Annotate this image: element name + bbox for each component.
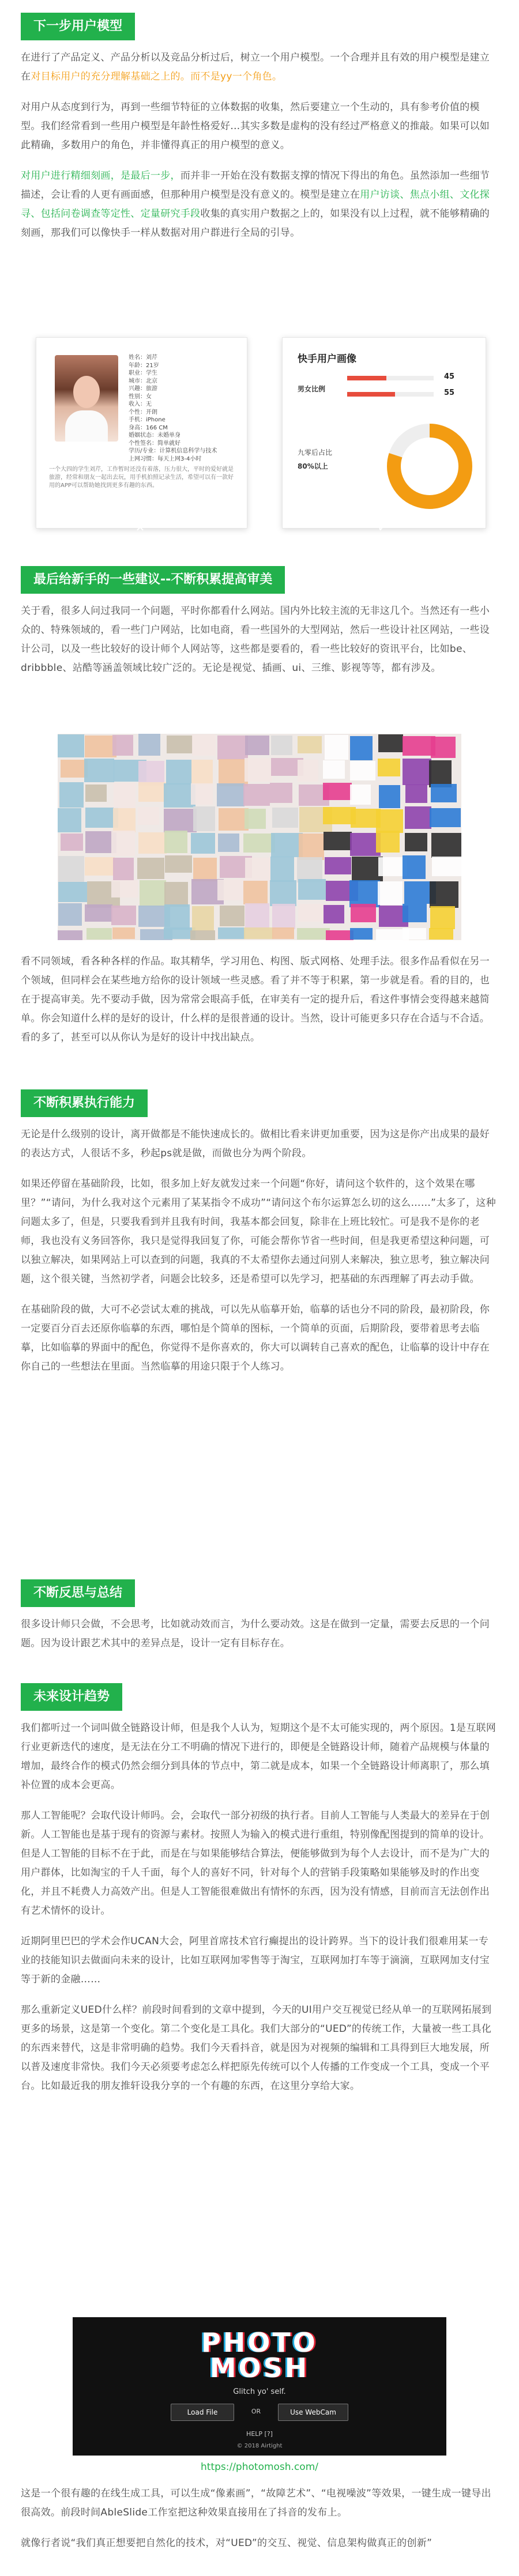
collage-tile (164, 882, 188, 907)
collage-tile (111, 906, 136, 925)
collage-tile (112, 927, 135, 939)
section-reflection (21, 1579, 498, 1653)
persona-attribute-row: 收入：无 (129, 401, 152, 408)
collage-tile (272, 927, 294, 939)
persona-card (36, 337, 247, 529)
collage-tile (218, 927, 245, 939)
collage-tile (298, 879, 326, 900)
persona-attribute-row: 婚姻状态：未婚单身 (129, 432, 180, 439)
section-heading: 下一步用户模型 (21, 13, 135, 40)
collage-tile (403, 904, 427, 922)
photomosh-tagline: Glitch yo' self. (233, 2388, 286, 2396)
persona-attribute-row: 职业：学生 (129, 370, 157, 376)
persona-comparison-figure (32, 337, 488, 545)
collage-tile (138, 734, 160, 756)
collage-tile (298, 904, 324, 922)
collage-tile (244, 927, 273, 939)
collage-tile (403, 928, 426, 940)
collage-tile (58, 930, 82, 940)
age-label: 九零后占比 (298, 448, 333, 457)
collage-tile (61, 760, 88, 778)
persona-story: 一个大四的学生刘芹，工作暂时还没有着落，压力很大，平时的爱好就是旅游，经常和朋友一起出去玩，用手机拍照记录生活，希望可以有一款好用的APP可以帮助她找到更多有趣的东西。 (49, 466, 234, 489)
highlight-text: 对目标用户的充分理解基础之上的。而不是yy一个角色。 (31, 71, 283, 82)
collage-tile (298, 760, 318, 782)
collage-tile (350, 761, 375, 780)
section-practice (21, 1089, 498, 1376)
design-works-collage (58, 734, 461, 940)
age-value: 80%以上 (298, 462, 328, 470)
paragraph: 近期阿里巴巴的学术会作UCAN大会，阿里首席技术官行癫提出的设计跨界。当下的设计我们很难用某一专业的技能知识去做面向未来的设计，比如互联网加零售等于淘宝，互联网加打车等于滴滴，互联网加支付宝等于新的金融…… (21, 1936, 490, 1985)
collage-tile (324, 832, 352, 850)
collage-tile (351, 904, 376, 922)
collage-tile (376, 809, 403, 833)
collage-tile (243, 833, 275, 853)
section-heading: 不断积累执行能力 (21, 1089, 148, 1117)
collage-tile (271, 736, 292, 755)
collage-tile (245, 758, 272, 782)
collage-tile (272, 808, 298, 828)
collage-tile (243, 784, 270, 806)
use-webcam-button[interactable]: Use WebCam (278, 2404, 348, 2421)
collage-tile (193, 858, 217, 881)
collage-tile (350, 785, 371, 805)
section-trends (21, 1683, 498, 2096)
collage-tile (431, 833, 461, 858)
collage-tile (190, 930, 215, 940)
female-value: 55 (444, 389, 455, 397)
collage-tile (58, 882, 87, 902)
collage-tile (192, 906, 214, 931)
paragraph: 在基础阶段的做，大可不必尝试太难的挑战，可以先从临摹开始，临摹的话也分不同的阶段，最初阶段，你一定要百分百去还原你临摹的东西，哪怕是个简单的图标，一个简单的页面，后期阶段，要带着思考去临摹，比如临摹的界面中的配色，你觉得不是你喜欢的，你大可以调转自己喜欢的配色，让临摹的设计中存在你自己的一些想法在里面。当然临摹的用途只限于个人练习。 (21, 1304, 490, 1372)
section-heading: 未来设计趋势 (21, 1683, 122, 1711)
age-donut-chart (381, 417, 479, 515)
persona-photo (55, 355, 118, 442)
paragraph: 那人工智能呢？会取代设计师吗。会，会取代一部分初级的执行者。目前人工智能与人类最大的差异在于创新。人工智能也是基于现有的资源与素材。按照人为输入的模式进行重组，特别像配图提到的简单的设计。但是人工智能的目标不在于此，而是在与如果能够结合算法，便能够做到为每个人去设计，而不是为广大的用户群体，比如淘宝的千人千面，每个人的喜好不同，针对每个人的营销手段策略如果能够及时的作出变化，并且不耗费人力高效产出。但是人工智能很难做出有情怀的东西，因为没有情感，目前而言无法创作出有艺术情怀的设计。 (21, 1810, 490, 1917)
or-label: OR (251, 2408, 261, 2415)
collage-tile (114, 783, 136, 808)
persona-attribute-row: 性别：女 (129, 393, 152, 400)
collage-tile (113, 858, 134, 880)
collage-tile (85, 857, 115, 876)
collage-tile (193, 806, 215, 831)
persona-attribute-row: 手机：iPhone (129, 417, 166, 423)
collage-tile (217, 736, 248, 760)
section-heading: 不断反思与总结 (21, 1579, 135, 1607)
collage-tile (350, 736, 373, 760)
collage-tile (85, 904, 112, 922)
paragraph: 对用户从态度到行为，再到一些细节特征的立体数据的收集，然后要建立一个生动的，具有参考价值的模型。我们经常看到一些用户模型是年龄性格爱好…其实多数是虚构的没有经过严格意义的推敲。如果可以如此精确，多数用户的角色，并非懂得真正的用户模型的意义。 (21, 101, 490, 151)
collage-tile (61, 833, 83, 851)
paragraph: 看不同领域，看各种各样的作品。取其精华，学习用色、构图、版式网格、处理手法。很多作品看似在另一个领域，但同样会在某些地方给你的设计领域一些灵感。看了并不等于积累，第一步就是看。看的目的，也在于提高审美。先不要动手做，因为常常会眼高手低，在审美有一定的提升后，看这件事情会变得越来越简单。你会知道什么样的是好的设计，什么样的是很普通的设计。当然，设计可能更多只存在合适与不合适。看的多了，甚至可以从你认为是好的设计中找出缺点。 (21, 956, 490, 1043)
collage-tile (403, 855, 426, 879)
collage-tile (58, 903, 82, 926)
collage-tile (58, 856, 84, 883)
card-title: 快手用户画像 (298, 353, 356, 365)
collage-tile (113, 808, 136, 832)
persona-attribute-row: 兴趣：旅游 (129, 386, 157, 392)
collage-tile (85, 736, 116, 757)
section-user-model (21, 13, 498, 243)
paragraph: 关于看，很多人问过我同一个问题，平时你都看什么网站。国内外比较主流的无非这几个。当然还有一些小众的、特殊领域的，看一些门户网站，比如电商，看一些国外的大型网站，然后一些设计社区网站，一些设计公司，以及一些比较好的设计师个人网站等，这些都是要看的，看一些比较好的资讯平台，比如be、dribbble、站酷等涵盖领域比较广泛的。无论是视觉、插画、ui、三维、影视等等，都有涉及。 (21, 605, 490, 674)
gender-label: 男女比例 (298, 385, 326, 393)
paragraph: 这是一个很有趣的在线生成工具，可以生成“像素画”，“故障艺术”、“电视噪波”等效果，一键生成一键导出很高效。前段时间AbleSlide工作室把这种效果直接用在了抖音的发布上。 (21, 2488, 491, 2518)
collage-tile (137, 858, 164, 879)
male-value: 45 (444, 372, 455, 381)
collage-tile (164, 904, 190, 930)
collage-tile (271, 833, 303, 857)
persona-attribute-row: 学历/专业：计算机信息科学与技术 (129, 448, 217, 454)
collage-tile (297, 928, 330, 940)
collage-tile (270, 857, 294, 882)
paragraph: 在进行了产品定义、产品分析以及竞品分析过后，树立一个用户模型。一个合理并且有效的用户模型是建立在对目标用户的充分理解基础之上的。而不是yy一个角色。 (21, 52, 490, 82)
collage-tile (323, 760, 345, 779)
persona-attribute-row: 年龄：21岁 (129, 362, 159, 369)
paragraph: 我们都听过一个词叫做全链路设计师，但是我个人认为，短期这个是不太可能实现的，两个原因。1是互联网行业更新迭代的速度，是无法在分工不明确的情况下进行的，即便是全链路设计师，随着产品规模与体量的增加，最终合作的模式仍然会细分到具体的节点中，第二就是成本，如果一个全链路设计师离职了，那么填补位置的成本会更高。 (21, 1722, 497, 1791)
correct-icon: ✓ (377, 521, 388, 534)
collage-tile (326, 930, 353, 940)
collage-tile (376, 831, 400, 853)
collage-tile (430, 906, 455, 929)
persona-attribute-row: 上网习惯：每天上网3-4小时 (129, 455, 202, 462)
help-link[interactable]: HELP [?] (246, 2430, 273, 2438)
collage-tile (405, 785, 427, 803)
collage-tile (138, 832, 167, 854)
collage-tile (85, 785, 107, 802)
collage-tile (58, 734, 84, 757)
collage-tile (138, 782, 167, 802)
collage-tile (220, 906, 245, 926)
collage-tile (192, 734, 216, 756)
collage-tile (429, 928, 453, 940)
collage-tile (350, 928, 373, 940)
collage-tile (379, 785, 400, 808)
collage-tile (111, 831, 135, 856)
collage-tile (325, 735, 348, 760)
paragraph: 很多设计师只会做，不会思考，比如就动效而言，为什么要动效。这是在做到一定量，需要去反思的一个问题。因为设计跟艺术其中的差异点是，设计一定有目标存在。 (21, 1619, 490, 1649)
collage-tile (58, 808, 81, 832)
copyright: © 2018 Airtight (236, 2443, 283, 2449)
highlight-text: 用户访谈、焦点小组、文化探寻、包括问卷调查等定性、定量研究手段 (21, 189, 490, 220)
collage-tile (325, 857, 351, 874)
collage-tile (218, 833, 239, 852)
collage-tile (378, 881, 403, 905)
collage-tile (243, 881, 268, 904)
collage-tile (245, 736, 269, 755)
paragraph: 无论是什么级别的设计，离开做都是不能快速成长的。做相比看来讲更加重要，因为这是你产出成果的最好的表达方式，人很话不多，秒起ps就是做，而做也分为两个阶段。 (21, 1129, 490, 1159)
collage-tile (405, 806, 431, 829)
collage-tile (140, 880, 166, 907)
collage-tile (403, 759, 431, 785)
paragraph: 如果还停留在基础阶段，比如，很多加上好友就发过来一个问题“你好，请问这个软件的，这个效果在哪里？”“请问，为什么我对这个元素用了某某指令不成功”“请问这个布尔运算怎么切的这么……”太多了，这种问题太多了，但是，只要我看到并且我有时间，我基本都会回复，除非在上班比较忙。可是我不是你的老师，我也没有义务回答你，我只是觉得我回复了你，可能会帮你节省一些时间，但是我更希望这种问题，可以独立解决，如果网站上可以查到的问题，我真的不太希望你去通过问别人来解决，独立思考，独立解决问题，这个很关键，当然初学者，问题会比较多，还是希望可以先学习，把基础的东西理解了再去动手做。 (21, 1178, 497, 1285)
highlight-text: 对用户进行精细刻画，是最后一步， (21, 170, 180, 182)
male-bar (347, 376, 386, 380)
collage-tile (299, 833, 324, 860)
collage-tile (349, 880, 380, 907)
persona-attribute-row: 个性：开朗 (129, 409, 157, 416)
kuaishou-persona-card (282, 337, 486, 529)
photomosh-screenshot (73, 2317, 446, 2456)
collage-tile (431, 784, 457, 802)
collage-tile (219, 759, 248, 786)
collage-tile (245, 809, 266, 829)
section-aesthetics (21, 566, 498, 678)
persona-attribute-row: 个性签名：简单就好 (129, 440, 180, 447)
collage-tile (430, 881, 458, 908)
persona-attribute-row: 城市：北京 (129, 378, 157, 384)
collage-tile (167, 736, 193, 753)
male-bar-track (347, 376, 434, 380)
persona-attributes (129, 354, 238, 463)
collage-tile (59, 782, 84, 808)
section-aesthetics-cont (21, 952, 498, 1047)
collage-tile (165, 855, 192, 873)
collage-tile (431, 737, 456, 758)
collage-tile (378, 759, 400, 776)
female-bar (347, 392, 395, 397)
collage-tile (245, 903, 269, 930)
paragraph: 就像行者说“我们真正想要把自然化的技术，对“UED”的交互、视觉、信息架构做真正的创新” (21, 2537, 432, 2549)
section-heading: 最后给新手的一些建议--不断积累提高审美 (21, 566, 285, 594)
collage-tile (270, 880, 296, 906)
paragraph: 对用户进行精细刻画，是最后一步，而并非一开始在没有数据支撑的情况下得出的角色。虽然添加一些细节描述，会让看的人更有画面感，但那种用户模型是没有意义的。模型是建立在用户访谈、焦点小组、文化探寻、包括问卷调查等定性、定量研究手段收集的真实用户数据之上的，如果没有以上过程，就不能够精确的刻画，那我们可以像快手一样从数据对用户群进行全局的引导。 (21, 170, 490, 239)
collage-tile (378, 734, 403, 752)
wrong-icon: ✕ (135, 521, 145, 534)
collage-tile (323, 783, 352, 800)
collage-tile (432, 857, 461, 876)
collage-tile (138, 807, 159, 825)
collage-tile (86, 928, 112, 940)
photomosh-url[interactable]: https://photomosh.com/ (201, 2461, 318, 2473)
female-bar-track (347, 392, 434, 397)
collage-tile (405, 833, 427, 851)
collage-tile (166, 760, 191, 785)
collage-tile (84, 759, 114, 782)
collage-tile (164, 809, 197, 832)
collage-tile (272, 904, 295, 929)
persona-attribute-row: 姓名：刘芹 (129, 354, 157, 361)
collage-tile (191, 783, 213, 805)
collage-tile (430, 808, 461, 827)
persona-attribute-row: 身高：166 CM (129, 424, 168, 431)
collage-tile (112, 735, 133, 756)
photomosh-controls (73, 2404, 446, 2421)
collage-tile (111, 880, 138, 897)
collage-tile (217, 783, 245, 806)
section-trends-cont (21, 2484, 498, 2553)
collage-tile (191, 833, 215, 854)
collage-tile (298, 736, 322, 753)
collage-tile (429, 760, 452, 787)
collage-tile (324, 905, 344, 923)
collage-tile (164, 831, 187, 853)
load-file-button[interactable]: Load File (171, 2404, 234, 2421)
collage-tile (191, 760, 213, 785)
paragraph: 那么重新定义UED什么样？前段时间看到的文章中提到，今天的UI用户交互视觉已经从单一的互联网拓展到更多的场景，这是第一个变化。第二个变化是工具化。我们大部分的“UED”的传统工作，大量被一些工具化的东西来替代，这是非常明确的趋势。我们今天看抖音，就是因为对视频的编辑和工具得到巨大地发展，所以普及速度非常快。我们今天必须要考虑怎么样把原先传统可以个人传播的工作变成一个工具，变成一个平台。比如最近我的朋友推轩设我分享的一个有趣的东西，在这里分享给大家。 (21, 2004, 492, 2092)
photomosh-logo: PHOTO MOSH (201, 2327, 318, 2383)
collage-tile (270, 783, 292, 803)
